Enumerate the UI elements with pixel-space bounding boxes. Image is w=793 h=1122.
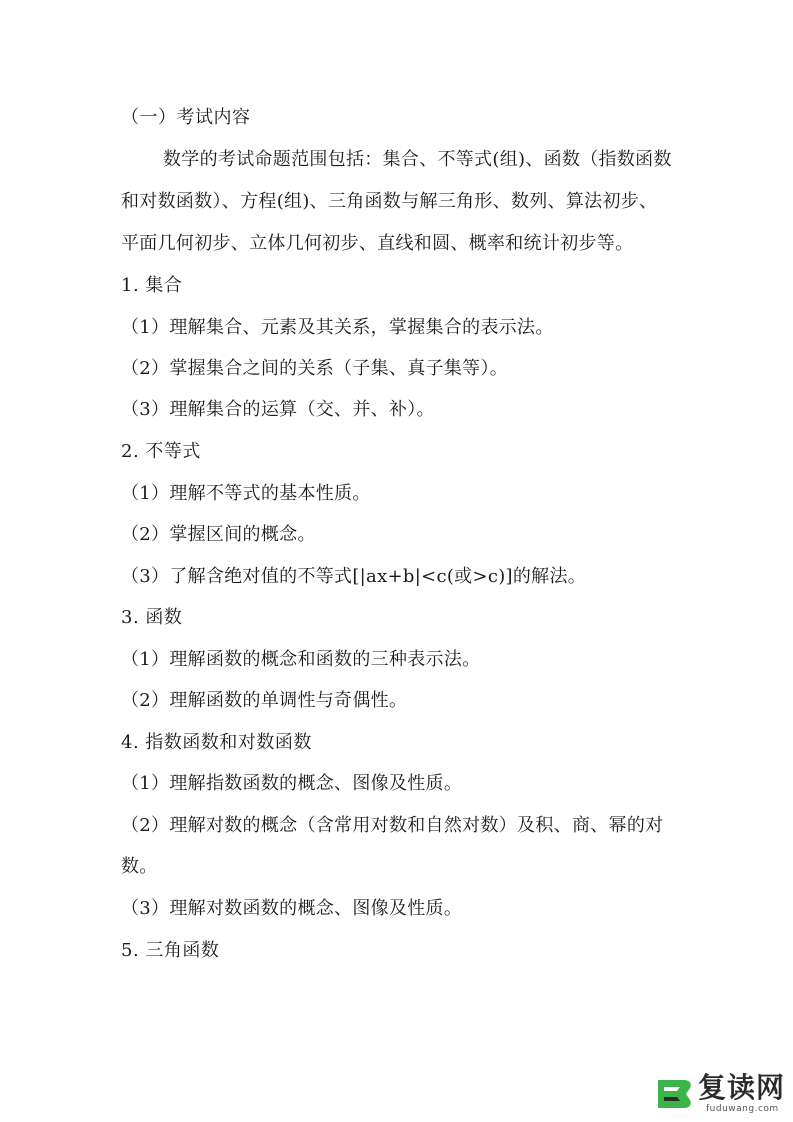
intro-paragraph-line-2: 和对数函数）、方程(组)、三角函数与解三角形、数列、算法初步、	[121, 191, 658, 212]
heading-sets: 1. 集合	[121, 275, 183, 296]
list-item-continuation: 数。	[121, 856, 158, 877]
watermark-logo	[654, 1071, 789, 1118]
heading-exp-log-functions: 4. 指数函数和对数函数	[121, 732, 312, 753]
heading-inequality: 2. 不等式	[121, 441, 201, 462]
list-item: （1）理解集合、元素及其关系，掌握集合的表示法。	[121, 317, 554, 338]
list-item: （2）理解函数的单调性与奇偶性。	[121, 690, 408, 711]
list-item: （1）理解函数的概念和函数的三种表示法。	[121, 649, 481, 670]
intro-paragraph-line-3: 平面几何初步、立体几何初步、直线和圆、概率和统计初步等。	[121, 233, 634, 254]
logo-mark-icon	[654, 1074, 694, 1114]
heading-trig-functions: 5. 三角函数	[121, 940, 220, 961]
intro-paragraph-line-1: 数学的考试命题范围包括：集合、不等式(组)、函数（指数函数	[163, 149, 672, 170]
list-item: （1）理解不等式的基本性质。	[121, 483, 371, 504]
list-item: （3）理解对数函数的概念、图像及性质。	[121, 898, 463, 919]
list-item: （2）掌握集合之间的关系（子集、真子集等）。	[121, 358, 509, 379]
list-item: （3）理解集合的运算（交、并、补）。	[121, 399, 435, 420]
heading-functions: 3. 函数	[121, 607, 183, 628]
list-item: （1）理解指数函数的概念、图像及性质。	[121, 773, 463, 794]
logo-url: fuduwang.com	[706, 1104, 779, 1114]
logo-name: 复读网	[698, 1071, 786, 1104]
list-item: （3）了解含绝对值的不等式[|ax+b|<c(或>c)]的解法。	[121, 566, 587, 587]
section-title: （一）考试内容	[121, 107, 251, 128]
list-item: （2）掌握区间的概念。	[121, 524, 316, 545]
list-item: （2）理解对数的概念（含常用对数和自然对数）及积、商、幂的对	[121, 815, 664, 836]
